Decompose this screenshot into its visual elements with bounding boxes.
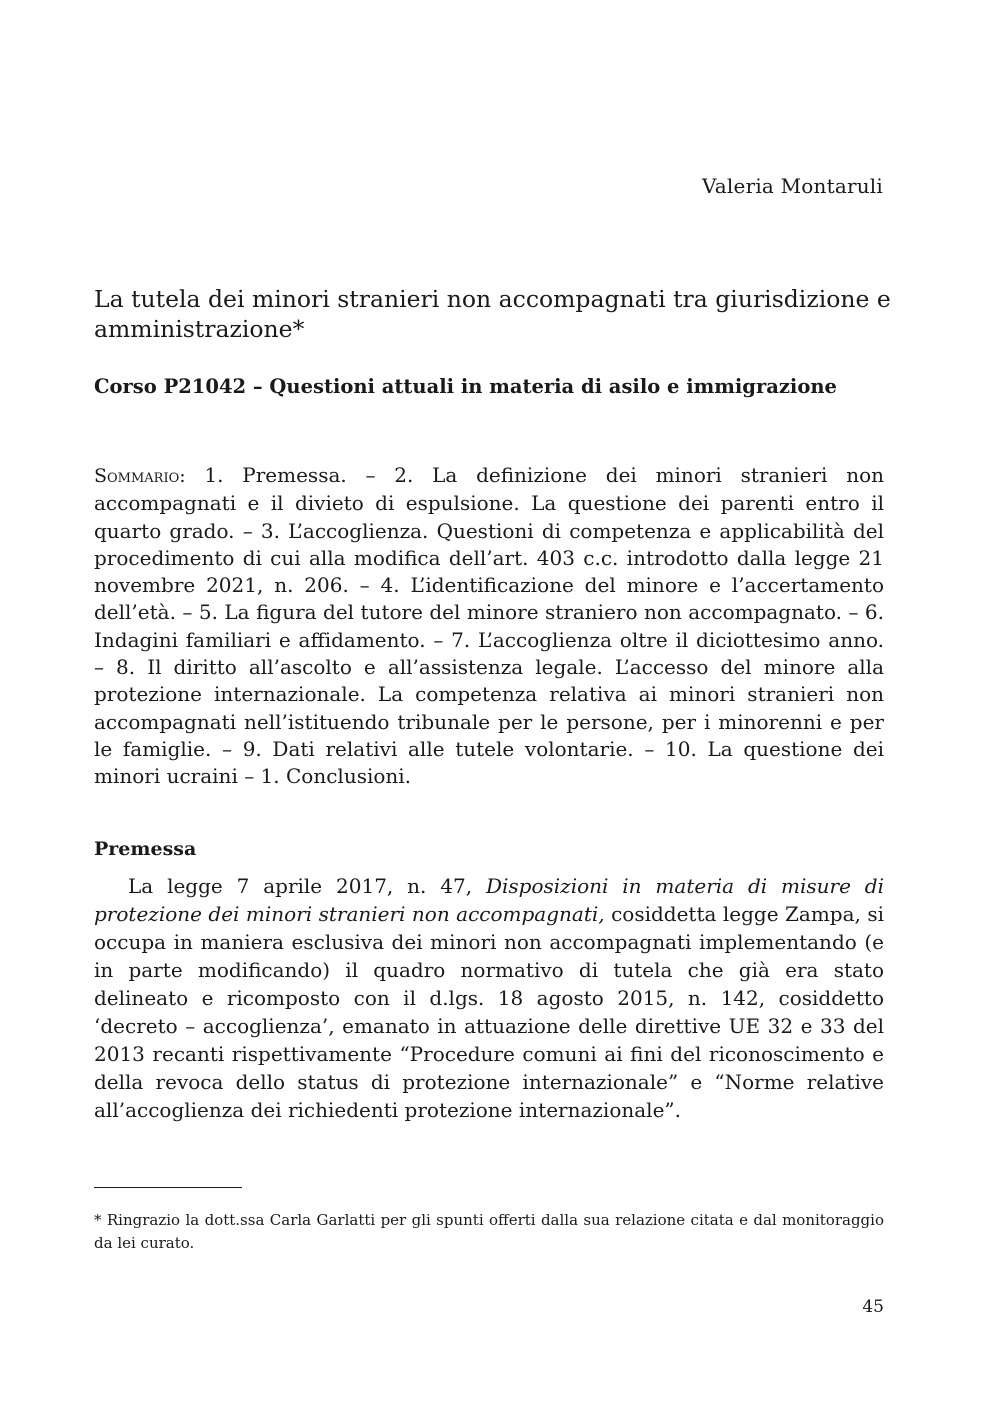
footnote-text: Ringrazio la dott.ssa Carla Garlatti per gli spunti offerti dalla sua relazione citata e dal monitoraggio da lei curato. (94, 1211, 884, 1252)
body-text-start: La legge 7 aprile 2017, n. 47, (128, 874, 486, 898)
course-subtitle: Corso P21042 – Questioni attuali in materia di asilo e immigrazione (94, 375, 837, 398)
summary-paragraph (94, 462, 884, 791)
page-number: 45 (862, 1297, 884, 1317)
body-paragraph (94, 872, 884, 1124)
law-title-italic: Disposizioni in materia di misure di protezione dei minori stranieri non accompagnati, (94, 874, 884, 926)
author-name: Valeria Montaruli (702, 174, 883, 198)
article-title: La tutela dei minori stranieri non accompagnati tra giurisdizione e amministrazione* (94, 285, 891, 343)
footnote (94, 1209, 884, 1254)
footnote-divider (94, 1187, 242, 1188)
footnote-marker: * (94, 1211, 102, 1229)
summary-text: 1. Premessa. – 2. La definizione dei minori stranieri non accompagnati e il divieto di espulsione. La questione dei parenti entro il quarto grado. – 3. L’accoglienza. Questioni di competenza e applicabilità del procedimento di cui alla modifica dell’art. 403 c.c. introdotto dalla legge 21 novembre 2021, n. 206. – 4. L’identificazione del minore e l’accertamento dell’età. – 5. La figura del tutore del minore straniero non accompagnato. – 6. Indagini familiari e affidamento. – 7. L’accoglienza oltre il diciottesimo anno. – 8. Il diritto all’ascolto e all’assistenza legale. L’accesso del minore alla protezione internazionale. La competenza relativa ai minori stranieri non accompagnati nell’istituendo tribunale per le persone, per i minorenni e per le famiglie. – 9. Dati relativi alle tutele volontarie. – 10. La questione dei minori ucraini – 1. Conclusioni. (94, 463, 884, 789)
summary-label: Sommario: (94, 465, 186, 487)
body-text-rest: cosiddetta legge Zampa, si occupa in maniera esclusiva dei minori non accompagnati implementando (e in parte modificando) il quadro normativo di tutela che già era stato delineato e ricomposto con il d.lgs. 18 agosto 2015, n. 142, cosiddetto ‘decreto – accoglienza’, emanato in attuazione delle direttive UE 32 e 33 del 2013 recanti rispettivamente “Procedure comuni ai fini del riconoscimento e della revoca dello status di protezione internazionale” e “Norme relative all’accoglienza dei richiedenti protezione internazionale”. (94, 902, 884, 1122)
section-heading: Premessa (94, 838, 197, 860)
